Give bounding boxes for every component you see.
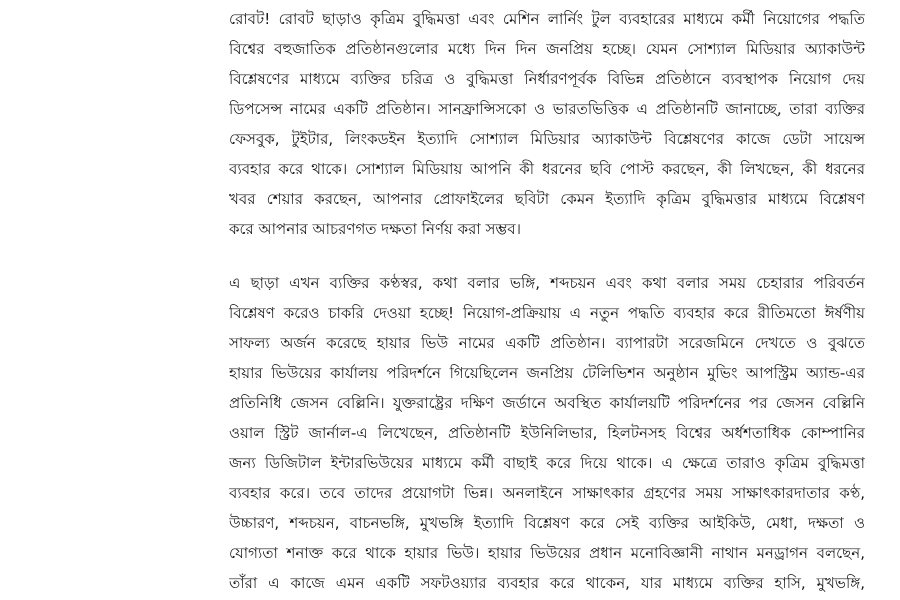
text-line: বিশ্লেষণের মাধ্যমে ব্যক্তির চরিত্র ও বুদ্ধিমত্তা নির্ধারণপূর্বক বিভিন্ন প্রতিষ্ঠানে ব্যবস্থাপক নিয়োগ দেয় (229, 70, 865, 88)
text-line: খবর শেয়ার করছেন, আপনার প্রোফাইলের ছবিটা কেমন ইত্যাদি কৃত্রিম বুদ্ধিমত্তার মাধ্যমে বিশ্লেষণ (229, 190, 865, 208)
text-line: বিশ্বের বহুজাতিক প্রতিষ্ঠানগুলোর মধ্যে দিন দিন জনপ্রিয় হচ্ছে। যেমন সোশ্যাল মিডিয়ার অ্যাকাউন্ট (229, 40, 865, 58)
article-text-column (229, 0, 865, 598)
text-line: হায়ার ভিউয়ের কার্যালয় পরিদর্শনে গিয়েছিলেন জনপ্রিয় টেলিভিশন অনুষ্ঠান মুভিং আপস্ট্রিম অ্যান্ড-এর (229, 364, 865, 382)
text-line: রোবট! রোবট ছাড়াও কৃত্রিম বুদ্ধিমত্তা এবং মেশিন লার্নিং টুল ব্যবহারের মাধ্যমে কর্মী নিয়োগের পদ্ধতি (229, 10, 865, 28)
text-line: ব্যবহার করে। তবে তাদের প্রয়োগটা ভিন্ন। অনলাইনে সাক্ষাৎকার গ্রহণের সময় সাক্ষাৎকারদাতার কণ্ঠ, (229, 484, 865, 502)
paragraph-1 (229, 4, 865, 244)
text-line: ডিপসেন্স নামের একটি প্রতিষ্ঠান। সানফ্রান্সিসকো ও ভারতভিত্তিক এ প্রতিষ্ঠানটি জানাচ্ছে, তারা ব্যক্তির (229, 100, 865, 118)
text-line: এ ছাড়া এখন ব্যক্তির কণ্ঠস্বর, কথা বলার ভঙ্গি, শব্দচয়ন এবং কথা বলার সময় চেহারার পরিবর্তন (229, 274, 865, 292)
text-line: যোগ্যতা শনাক্ত করে থাকে হায়ার ভিউ। হায়ার ভিউয়ের প্রধান মনোবিজ্ঞানী নাথান মনড্রাগন বলছেন, (229, 544, 865, 562)
text-line: প্রতিনিধি জেসন বেল্লিনি। যুক্তরাষ্ট্রের দক্ষিণ জর্ডানে অবস্থিত কার্যালয়টি পরিদর্শনের পর জেসন বেল্লিনি (229, 394, 865, 412)
text-line: তাঁরা এ কাজে এমন একটি সফটওয়্যার ব্যবহার করে থাকেন, যার মাধ্যমে ব্যক্তির হাসি, মুখভঙ্গি, (229, 574, 865, 592)
text-line: বিশ্লেষণ করেও চাকরি দেওয়া হচ্ছে! নিয়োগ-প্রক্রিয়ায় এ নতুন পদ্ধতি ব্যবহার করে রীতিমতো ঈর্ষণীয় (229, 304, 865, 322)
text-line: ব্যবহার করে থাকে। সোশ্যাল মিডিয়ায় আপনি কী ধরনের ছবি পোস্ট করছেন, কী লিখছেন, কী ধরনের (229, 160, 865, 178)
paragraph-2 (229, 268, 865, 598)
text-line: জন্য ডিজিটাল ইন্টারভিউয়ের মাধ্যমে কর্মী বাছাই করে দিয়ে থাকে। এ ক্ষেত্রে তারাও কৃত্রিম বুদ্ধিমত্তা (229, 454, 865, 472)
text-line: করে আপনার আচরণগত দক্ষতা নির্ণয় করা সম্ভব। (229, 220, 521, 238)
paragraph-spacer (229, 244, 865, 268)
text-line: উচ্চারণ, শব্দচয়ন, বাচনভঙ্গি, মুখভঙ্গি ইত্যাদি বিশ্লেষণ করে সেই ব্যক্তির আইকিউ, মেধা, দক্ষতা ও (229, 514, 865, 532)
text-line: ওয়াল স্ট্রিট জার্নাল-এ লিখেছেন, প্রতিষ্ঠানটি ইউনিলিভার, হিলটনসহ বিশ্বের অর্ধশতাধিক কোম্পানির (229, 424, 865, 442)
text-line: ফেসবুক, টুইটার, লিংকডইন ইত্যাদি সোশ্যাল মিডিয়ার অ্যাকাউন্ট বিশ্লেষণের কাজে ডেটা সায়েন্স (229, 130, 865, 148)
text-line: সাফল্য অর্জন করেছে হায়ার ভিউ নামের একটি প্রতিষ্ঠান। ব্যাপারটা সরেজমিনে দেখতে ও বুঝতে (229, 334, 865, 352)
